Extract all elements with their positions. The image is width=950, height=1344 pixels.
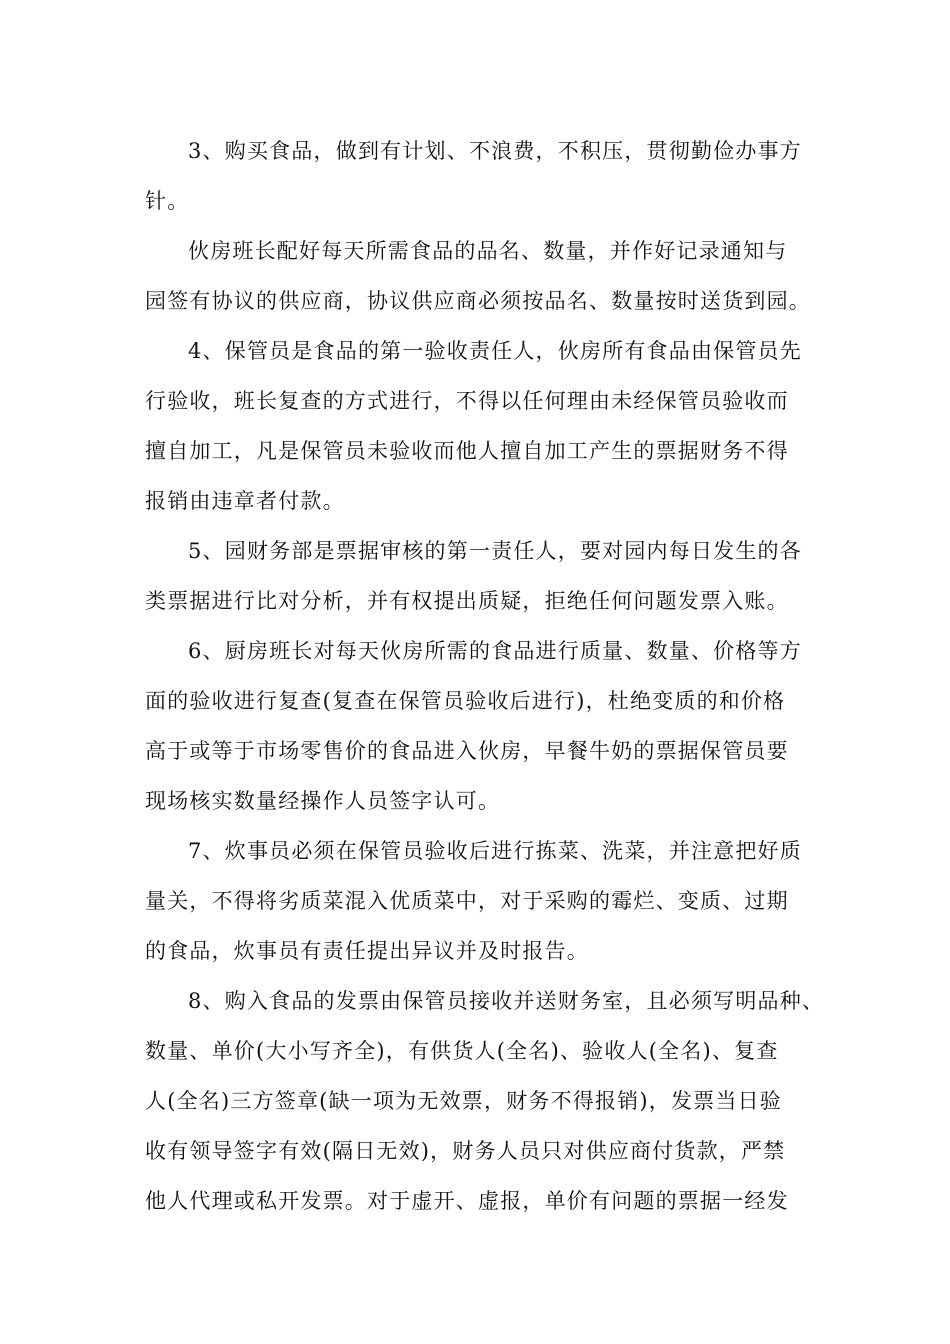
text-line: 报销由违章者付款。 — [145, 489, 345, 513]
text-line: 的食品，炊事员有责任提出异议并及时报告。 — [145, 939, 589, 963]
text-line: 行验收，班长复查的方式进行，不得以任何理由未经保管员验收而 — [145, 389, 789, 413]
text-line: 类票据进行比对分析，并有权提出质疑，拒绝任何问题发票入账。 — [145, 589, 789, 613]
text-line: 量关，不得将劣质菜混入优质菜中，对于采购的霉烂、变质、过期 — [145, 889, 789, 913]
text-line: 5、园财务部是票据审核的第一责任人，要对园内每日发生的各 — [188, 539, 802, 563]
text-line: 伙房班长配好每天所需食品的品名、数量，并作好记录通知与 — [188, 239, 788, 263]
text-line: 8、购入食品的发票由保管员接收并送财务室，且必须写明品种、 — [188, 989, 825, 1013]
text-line: 园签有协议的供应商，协议供应商必须按品名、数量按时送货到园。 — [145, 289, 811, 313]
text-line: 6、厨房班长对每天伙房所需的食品进行质量、数量、价格等方 — [188, 639, 802, 663]
text-line: 数量、单价(大小写齐全)，有供货人(全名)、验收人(全名)、复查 — [145, 1039, 779, 1063]
text-line: 7、炊事员必须在保管员验收后进行拣菜、洗菜，并注意把好质 — [188, 839, 802, 863]
text-line: 他人代理或私开发票。对于虚开、虚报，单价有问题的票据一经发 — [145, 1189, 789, 1213]
text-line: 擅自加工，凡是保管员未验收而他人擅自加工产生的票据财务不得 — [145, 439, 789, 463]
text-line: 针。 — [145, 189, 190, 213]
text-line: 现场核实数量经操作人员签字认可。 — [145, 789, 501, 813]
text-line: 收有领导签字有效(隔日无效)，财务人员只对供应商付货款，严禁 — [145, 1139, 786, 1163]
text-line: 3、购买食品，做到有计划、不浪费，不积压，贯彻勤俭办事方 — [188, 139, 802, 163]
text-line: 高于或等于市场零售价的食品进入伙房，早餐牛奶的票据保管员要 — [145, 739, 789, 763]
text-line: 4、保管员是食品的第一验收责任人，伙房所有食品由保管员先 — [188, 339, 802, 363]
text-line: 面的验收进行复查(复查在保管员验收后进行)，杜绝变质的和价格 — [145, 689, 786, 713]
text-line: 人(全名)三方签章(缺一项为无效票，财务不得报销)，发票当日验 — [145, 1089, 782, 1113]
